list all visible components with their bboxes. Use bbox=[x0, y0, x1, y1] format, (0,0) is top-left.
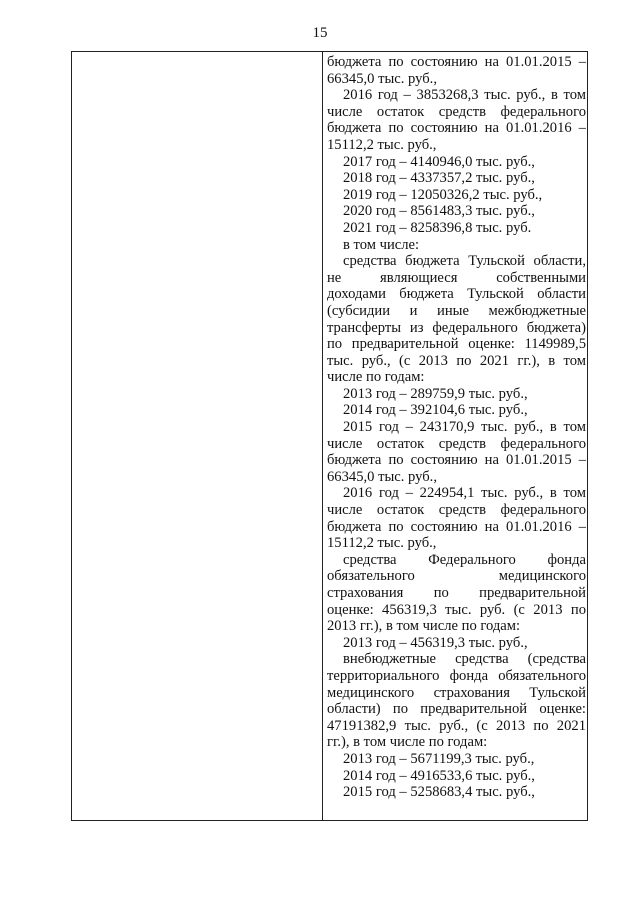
table-left-column bbox=[72, 52, 323, 820]
table-right-column-text bbox=[327, 54, 586, 801]
text-line: бюджета по состоянию на 01.01.2015 – bbox=[327, 54, 586, 70]
text-line: 2013 год – 5671199,3 тыс. руб., bbox=[343, 750, 535, 767]
text-line: 2015 год – 5258683,4 тыс. руб., bbox=[343, 784, 535, 801]
text-line: тыс. руб., (с 2013 по 2021 гг.), в том bbox=[327, 352, 586, 369]
text-line: страхования по предварительной bbox=[327, 585, 586, 601]
text-line: 2017 год – 4140946,0 тыс. руб., bbox=[343, 153, 535, 170]
text-line: числе по годам: bbox=[327, 369, 425, 386]
text-line: бюджета по состоянию на 01.01.2016 – bbox=[327, 120, 586, 137]
text-line: 2014 год – 392104,6 тыс. руб., bbox=[343, 402, 528, 419]
text-line: 2013 год – 289759,9 тыс. руб., bbox=[343, 385, 528, 402]
text-line: бюджета по состоянию на 01.01.2015 – bbox=[327, 452, 586, 469]
text-line: в том числе: bbox=[343, 236, 420, 253]
text-line: (субсидии и иные межбюджетные bbox=[327, 302, 586, 319]
text-line: обязательного медицинского bbox=[327, 568, 586, 585]
text-line: трансферты из федерального бюджета) bbox=[327, 319, 586, 336]
text-line: не являющиеся собственными bbox=[327, 269, 586, 286]
text-line: 66345,0 тыс. руб., bbox=[327, 468, 437, 485]
text-line: области) по предварительной оценке: bbox=[327, 701, 586, 718]
text-line: 2021 год – 8258396,8 тыс. руб. bbox=[343, 219, 532, 236]
text-line: 15112,2 тыс. руб., bbox=[327, 136, 437, 153]
text-line: медицинского страхования Тульской bbox=[327, 684, 586, 701]
page-number: 15 bbox=[312, 25, 328, 41]
text-line: 47191382,9 тыс. руб., (с 2013 по 2021 bbox=[327, 717, 586, 734]
text-line: средства Федерального фонда bbox=[343, 551, 586, 568]
text-line: 2013 год – 456319,3 тыс. руб., bbox=[343, 634, 528, 651]
text-line: 2015 год – 243170,9 тыс. руб., в том bbox=[343, 419, 586, 436]
text-line: 2014 год – 4916533,6 тыс. руб., bbox=[343, 767, 535, 784]
text-line: территориального фонда обязательного bbox=[327, 667, 586, 684]
text-line: 66345,0 тыс. руб., bbox=[327, 70, 437, 87]
text-line: 2020 год – 8561483,3 тыс. руб., bbox=[343, 203, 535, 220]
text-line: доходами бюджета Тульской области bbox=[327, 286, 586, 303]
text-line: 2016 год – 3853268,3 тыс. руб., в том bbox=[343, 87, 586, 104]
text-line: гг.), в том числе по годам: bbox=[327, 734, 488, 751]
text-line: 2018 год – 4337357,2 тыс. руб., bbox=[343, 170, 535, 187]
text-line: числе остаток средств федерального bbox=[327, 502, 586, 519]
financing-table bbox=[71, 51, 588, 821]
text-line: числе остаток средств федерального bbox=[327, 103, 586, 120]
text-line: средства бюджета Тульской области, bbox=[343, 253, 586, 270]
text-line: по предварительной оценке: 1149989,5 bbox=[327, 336, 586, 353]
text-line: 2013 гг.), в том числе по годам: bbox=[327, 618, 521, 635]
text-line: 15112,2 тыс. руб., bbox=[327, 535, 437, 552]
text-line: 2019 год – 12050326,2 тыс. руб., bbox=[343, 186, 543, 203]
text-line: бюджета по состоянию на 01.01.2016 – bbox=[327, 518, 586, 535]
text-line: оценке: 456319,3 тыс. руб. (с 2013 по bbox=[327, 601, 586, 618]
text-line: внебюджетные средства (средства bbox=[343, 651, 586, 668]
text-line: числе остаток средств федерального bbox=[327, 435, 586, 452]
text-line: 2016 год – 224954,1 тыс. руб., в том bbox=[343, 485, 586, 502]
